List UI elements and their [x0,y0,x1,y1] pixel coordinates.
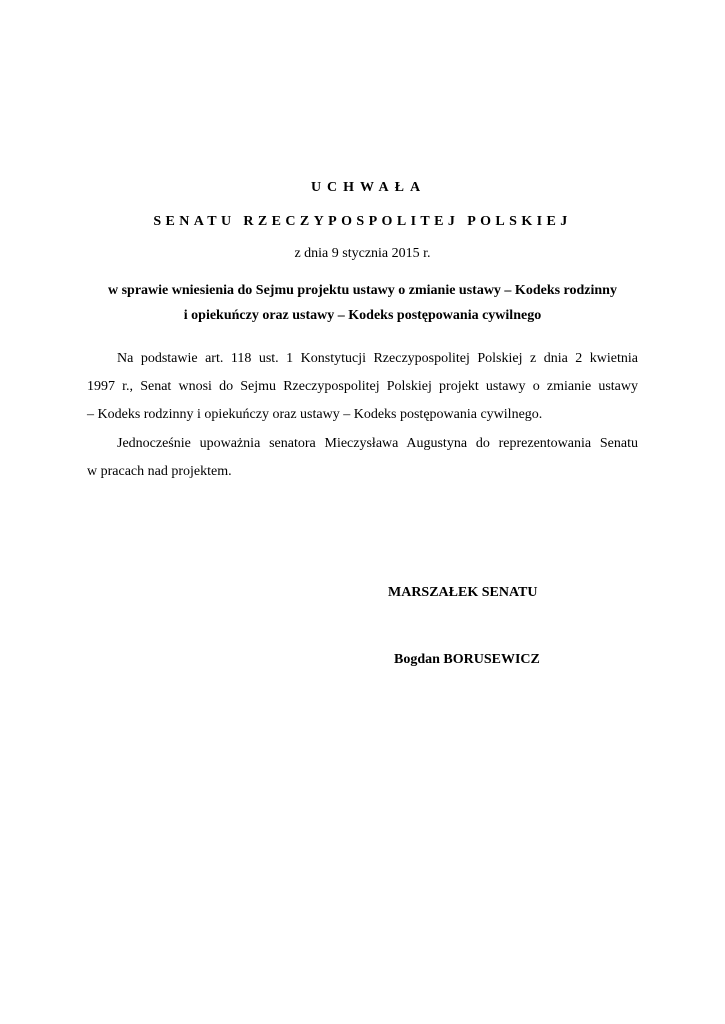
signature-title: MARSZAŁEK SENATU [388,585,538,600]
paragraph-line: Na podstawie art. 118 ust. 1 Konstytucji Rzeczypospolitej Polskiej z dnia 2 kwietnia [117,351,638,366]
resolution-issuer: SENATU RZECZYPOSPOLITEJ POLSKIEJ [153,214,572,229]
resolution-title: UCHWAŁA [310,180,427,195]
body-paragraph-2 [87,430,638,486]
subject-line: i opiekuńczy oraz ustawy – Kodeks postępowania cywilnego [183,308,542,323]
subject-line: w sprawie wniesienia do Sejmu projektu ustawy o zmianie ustawy – Kodeks rodzinny [108,283,617,298]
paragraph-line: Jednocześnie upoważnia senatora Mieczysława Augustyna do reprezentowania Senatu [117,436,638,451]
resolution-subject [0,278,725,328]
paragraph-line: w pracach nad projektem. [87,464,232,479]
signature-name: Bogdan BORUSEWICZ [394,652,540,667]
resolution-date: z dnia 9 stycznia 2015 r. [294,246,431,261]
paragraph-line: – Kodeks rodzinny i opiekuńczy oraz ustawy – Kodeks postępowania cywilnego. [87,407,543,422]
body-paragraph-1 [87,345,638,429]
paragraph-line: 1997 r., Senat wnosi do Sejmu Rzeczypospolitej Polskiej projekt ustawy o zmianie ustawy [87,379,638,394]
